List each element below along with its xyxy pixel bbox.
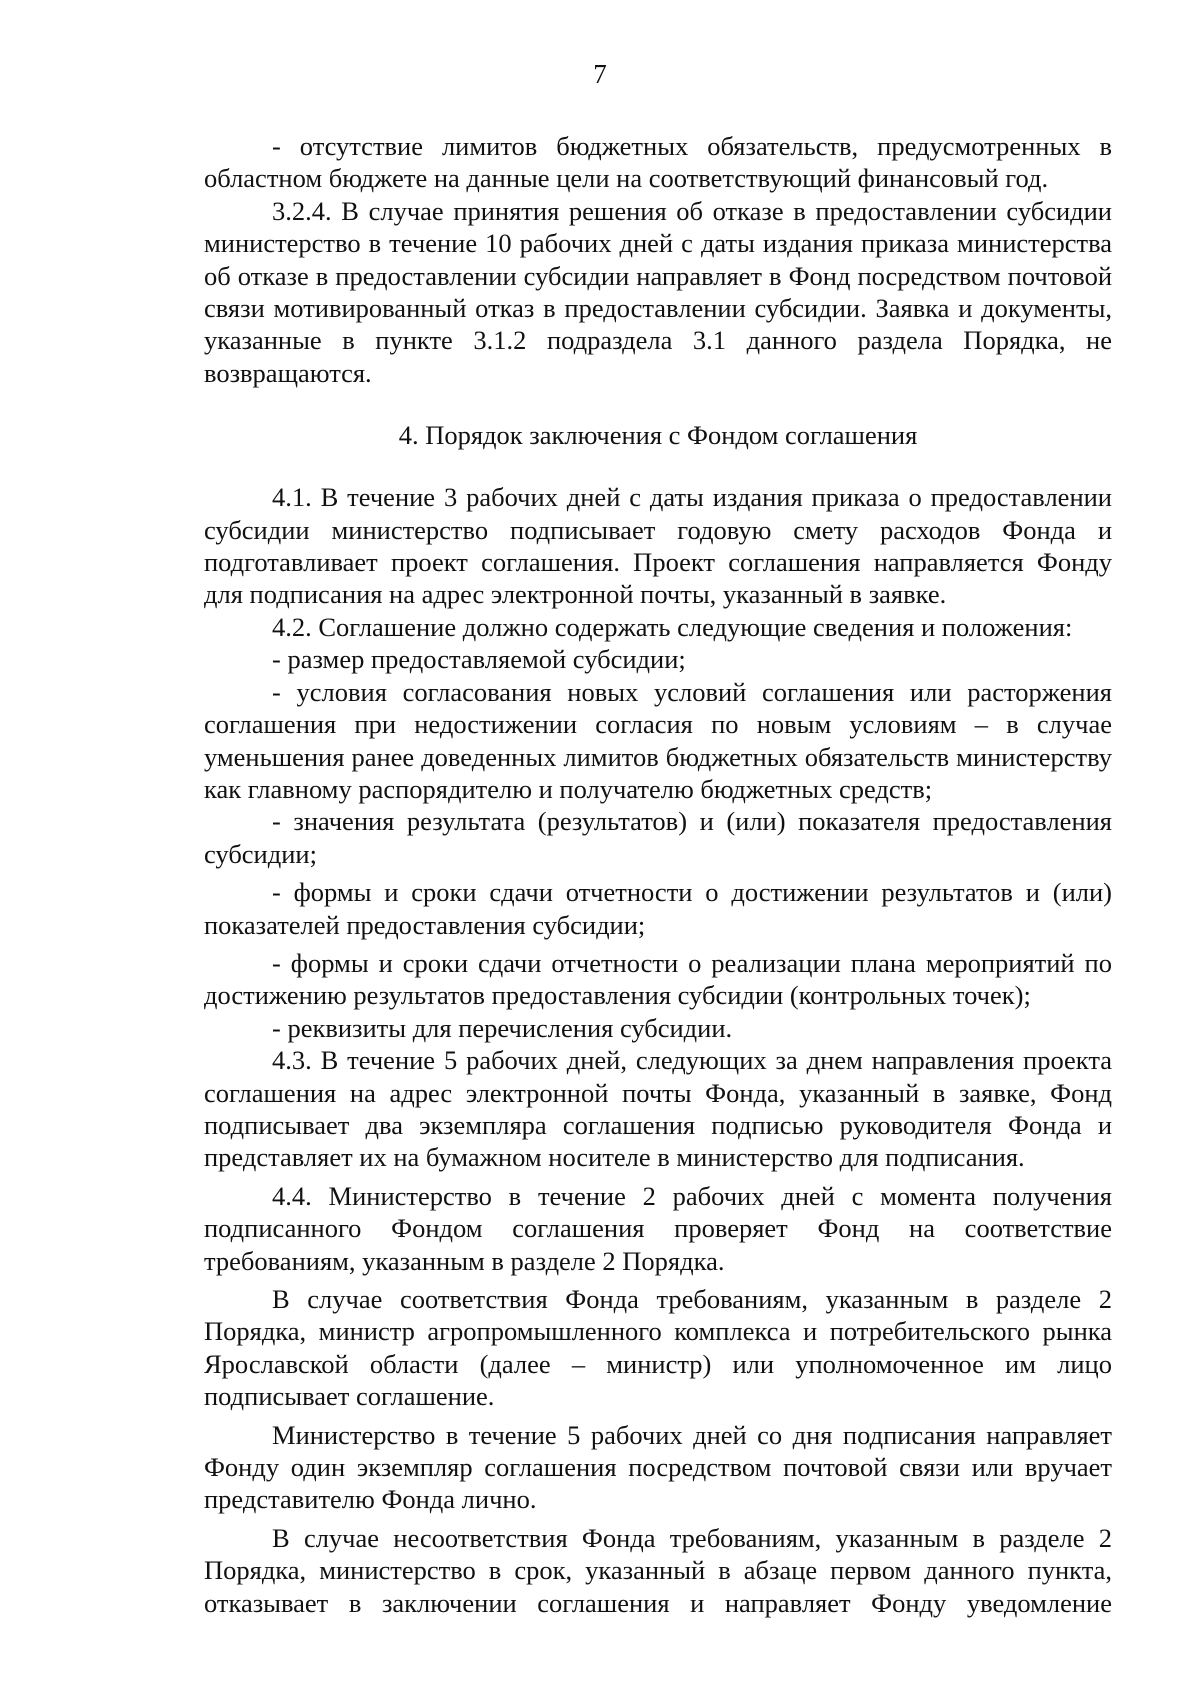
list-item-reporting-results: - формы и сроки сдачи отчетности о достижении результатов и (или) показателей предоставления субсидии;	[204, 877, 1112, 940]
paragraph-limits-absence: - отсутствие лимитов бюджетных обязательств, предусмотренных в областном бюджете на данные цели на соответствующий финансовый год.	[204, 131, 1112, 194]
list-item-subsidy-size: - размер предоставляемой субсидии;	[272, 644, 686, 675]
section-heading-4: 4. Порядок заключения с Фондом соглашения	[398, 420, 918, 451]
paragraph-4-3: 4.3. В течение 5 рабочих дней, следующих за днем направления проекта соглашения на адрес электронной почты Фонда, указанный в заявке, Фонд подписывает два экземпляра соглашения подписью руководителя Фонда и представляет их на бумажном носителе в министерство для подписания.	[204, 1045, 1112, 1173]
paragraph-4-2: 4.2. Соглашение должно содержать следующие сведения и положения:	[272, 611, 1073, 642]
list-item-result-values: - значения результата (результатов) и (или) показателя предоставления субсидии;	[204, 806, 1112, 869]
paragraph-send-copy: Министерство в течение 5 рабочих дней со дня подписания направляет Фонду один экземпляр соглашения посредством почтовой связи или вручает представителю Фонда лично.	[204, 1419, 1112, 1515]
paragraph-4-4: 4.4. Министерство в течение 2 рабочих дней с момента получения подписанного Фондом соглашения проверяет Фонд на соответствие требованиям, указанным в разделе 2 Порядка.	[204, 1180, 1112, 1276]
page-number: 7	[593, 59, 607, 89]
paragraph-4-1: 4.1. В течение 3 рабочих дней с даты издания приказа о предоставлении субсидии министерство подписывает годовую смету расходов Фонда и подготавливает проект соглашения. Проект соглашения направляется Фонду для подписания на адрес электронной почты, указанный в заявке.	[204, 482, 1112, 610]
list-item-bank-details: - реквизиты для перечисления субсидии.	[272, 1012, 733, 1043]
list-item-agreement-conditions: - условия согласования новых условий соглашения или расторжения соглашения при недостижении согласия по новым условиям – в случае уменьшения ранее доведенных лимитов бюджетных обязательств министерству как главному распорядителю и получателю бюджетных средств;	[204, 676, 1112, 804]
list-item-reporting-plan: - формы и сроки сдачи отчетности о реализации плана мероприятий по достижению результатов предоставления субсидии (контрольных точек);	[204, 947, 1112, 1011]
paragraph-3-2-4: 3.2.4. В случае принятия решения об отказе в предоставлении субсидии министерство в течение 10 рабочих дней с даты издания приказа министерства об отказе в предоставлении субсидии направляет в Фонд посредством почтовой связи мотивированный отказ в предоставлении субсидии. Заявка и документы, указанные в пункте 3.1.2 подраздела 3.1 данного раздела Порядка, не возвращаются.	[204, 195, 1112, 388]
paragraph-noncompliance: В случае несоответствия Фонда требованиям, указанным в разделе 2 Порядка, министерство в срок, указанный в абзаце первом данного пункта, отказывает в заключении соглашения и направляет Фонду уведомление	[204, 1522, 1112, 1618]
document-body	[204, 130, 1112, 1619]
paragraph-compliance: В случае соответствия Фонда требованиям, указанным в разделе 2 Порядка, министр агропромышленного комплекса и потребительского рынка Ярославской области (далее – министр) или уполномоченное им лицо подписывает соглашение.	[204, 1284, 1112, 1412]
